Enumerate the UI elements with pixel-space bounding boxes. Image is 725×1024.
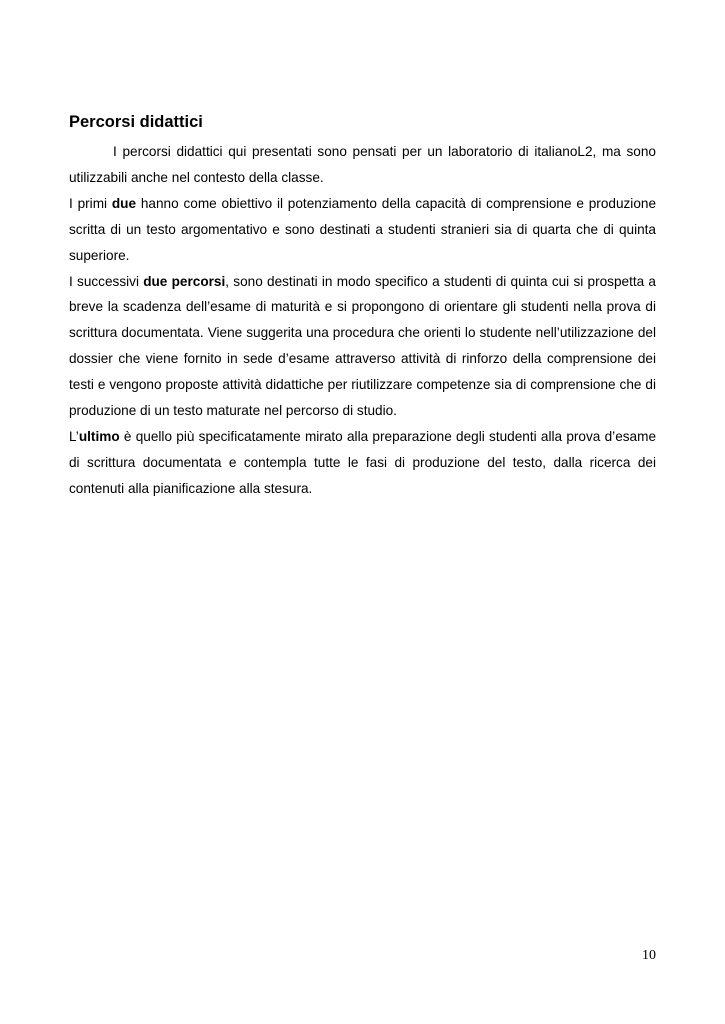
- paragraph-last: [69, 424, 656, 502]
- paragraph-next-two: [69, 269, 656, 424]
- paragraph-intro: [69, 139, 656, 191]
- paragraph-text: , sono destinati in modo specifico a studenti di quinta cui si prospetta a breve la scadenza dell’esame di maturità e si propongono di orientare gli studenti nella prova di scrittura documentata. Viene suggerita una procedura che orienti lo studente nell’utilizzazione del dossier che viene fornito in sede d’esame attraverso attività di rinforzo della comprensione dei testi e vengono proposte attività didattiche per riutilizzare competenze sia di comprensione che di produzione di un testo maturate nel percorso di studio.: [69, 273, 656, 419]
- bold-term: ultimo: [78, 428, 120, 444]
- paragraph-text: hanno come obiettivo il potenziamento della capacità di comprensione e produzione scritta di un testo argomentativo e sono destinati a studenti stranieri sia di quarta che di quinta superiore.: [69, 195, 657, 263]
- paragraph-text: L’: [69, 428, 79, 444]
- paragraph-text: I successivi: [69, 273, 144, 289]
- bold-term: due: [111, 195, 137, 211]
- page-number: 10: [642, 948, 656, 963]
- section-heading: Percorsi didattici: [69, 113, 203, 131]
- body-text: [69, 139, 656, 502]
- bold-term: due percorsi: [143, 273, 226, 289]
- paragraph-intro-text: I percorsi didattici qui presentati sono pensati per un laboratorio di italianoL2, ma sono utilizzabili anche nel contesto della classe.: [69, 144, 656, 185]
- paragraph-text: è quello più specificatamente mirato alla preparazione degli studenti alla prova d’esame di scrittura documentata e contempla tutte le fasi di produzione del testo, dalla ricerca dei contenuti alla pianificazione alla stesura.: [69, 428, 656, 496]
- paragraph-text: I primi: [69, 195, 112, 211]
- paragraph-first-two: [69, 191, 656, 269]
